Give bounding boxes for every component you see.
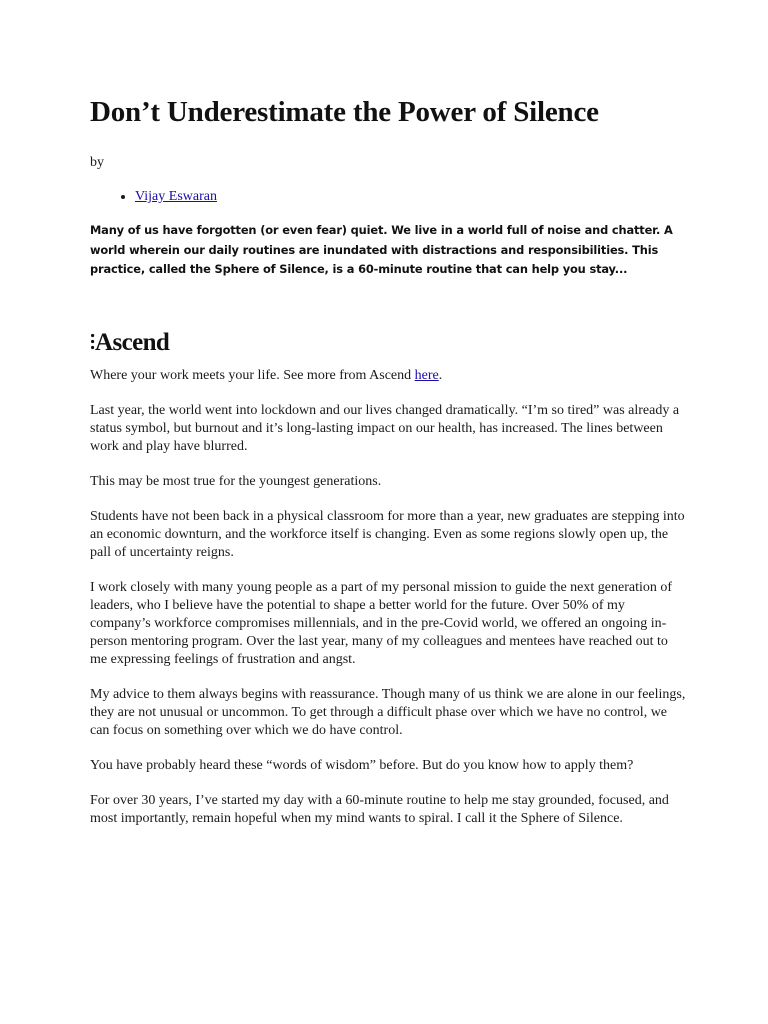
article-title: Don’t Underestimate the Power of Silence bbox=[90, 96, 599, 128]
body-paragraph: This may be most true for the youngest generations. bbox=[90, 473, 382, 489]
byline-label: by bbox=[90, 155, 104, 170]
article-summary: Many of us have forgotten (or even fear) quiet. We live in a world full of noise and chatter. A world wherein our daily routines are inundated with distractions and responsibilities. This practice, called the Sphere of Silence, is a 60-minute routine that can help you stay... bbox=[90, 223, 673, 276]
body-paragraph: For over 30 years, I’ve started my day with a 60-minute routine to help me stay grounded, focused, and most importantly, remain hopeful when my mind wants to spiral. I call it the Sphere of Silence. bbox=[90, 792, 669, 826]
body-paragraph: My advice to them always begins with reassurance. Though many of us think we are alone in our feelings, they are not unusual or uncommon. To get through a difficult phase over which we have no control, we can focus on something over which we do have control. bbox=[90, 686, 686, 738]
body-paragraph: I work closely with many young people as a part of my personal mission to guide the next generation of leaders, who I believe have the potential to shape a better world for the future. Over 50% of my company’s workforce compromises millennials, and in the pre-Covid world, we offered an ongoing in-person mentoring program. Over the last year, many of my colleagues and mentees have reached out to me expressing feelings of frustration and angst. bbox=[90, 579, 673, 667]
ascend-logo bbox=[90, 330, 688, 354]
ascend-logo-icon bbox=[90, 330, 194, 354]
author-list bbox=[90, 188, 688, 206]
logo-wordmark: Ascend bbox=[95, 329, 170, 354]
intro-period: . bbox=[438, 367, 443, 383]
body-paragraph: Last year, the world went into lockdown and our lives changed dramatically. “I’m so tired” was already a status symbol, but burnout and it’s long-lasting impact on our health, has increased. The lines between work and play have blurred. bbox=[90, 402, 680, 454]
body-paragraph: You have probably heard these “words of wisdom” before. But do you know how to apply them? bbox=[90, 757, 634, 773]
author-list-item bbox=[135, 188, 688, 206]
intro-text: Where your work meets your life. See more from Ascend bbox=[90, 367, 415, 383]
ascend-here-link[interactable]: here bbox=[414, 367, 439, 383]
author-link[interactable]: Vijay Eswaran bbox=[135, 189, 217, 204]
body-paragraph: Students have not been back in a physical classroom for more than a year, new graduates are stepping into an economic downturn, and the workforce itself is changing. Even as some regions slowly open up, the pall of uncertainty reigns. bbox=[90, 508, 685, 560]
intro-line bbox=[90, 367, 688, 385]
article-body bbox=[90, 367, 688, 828]
